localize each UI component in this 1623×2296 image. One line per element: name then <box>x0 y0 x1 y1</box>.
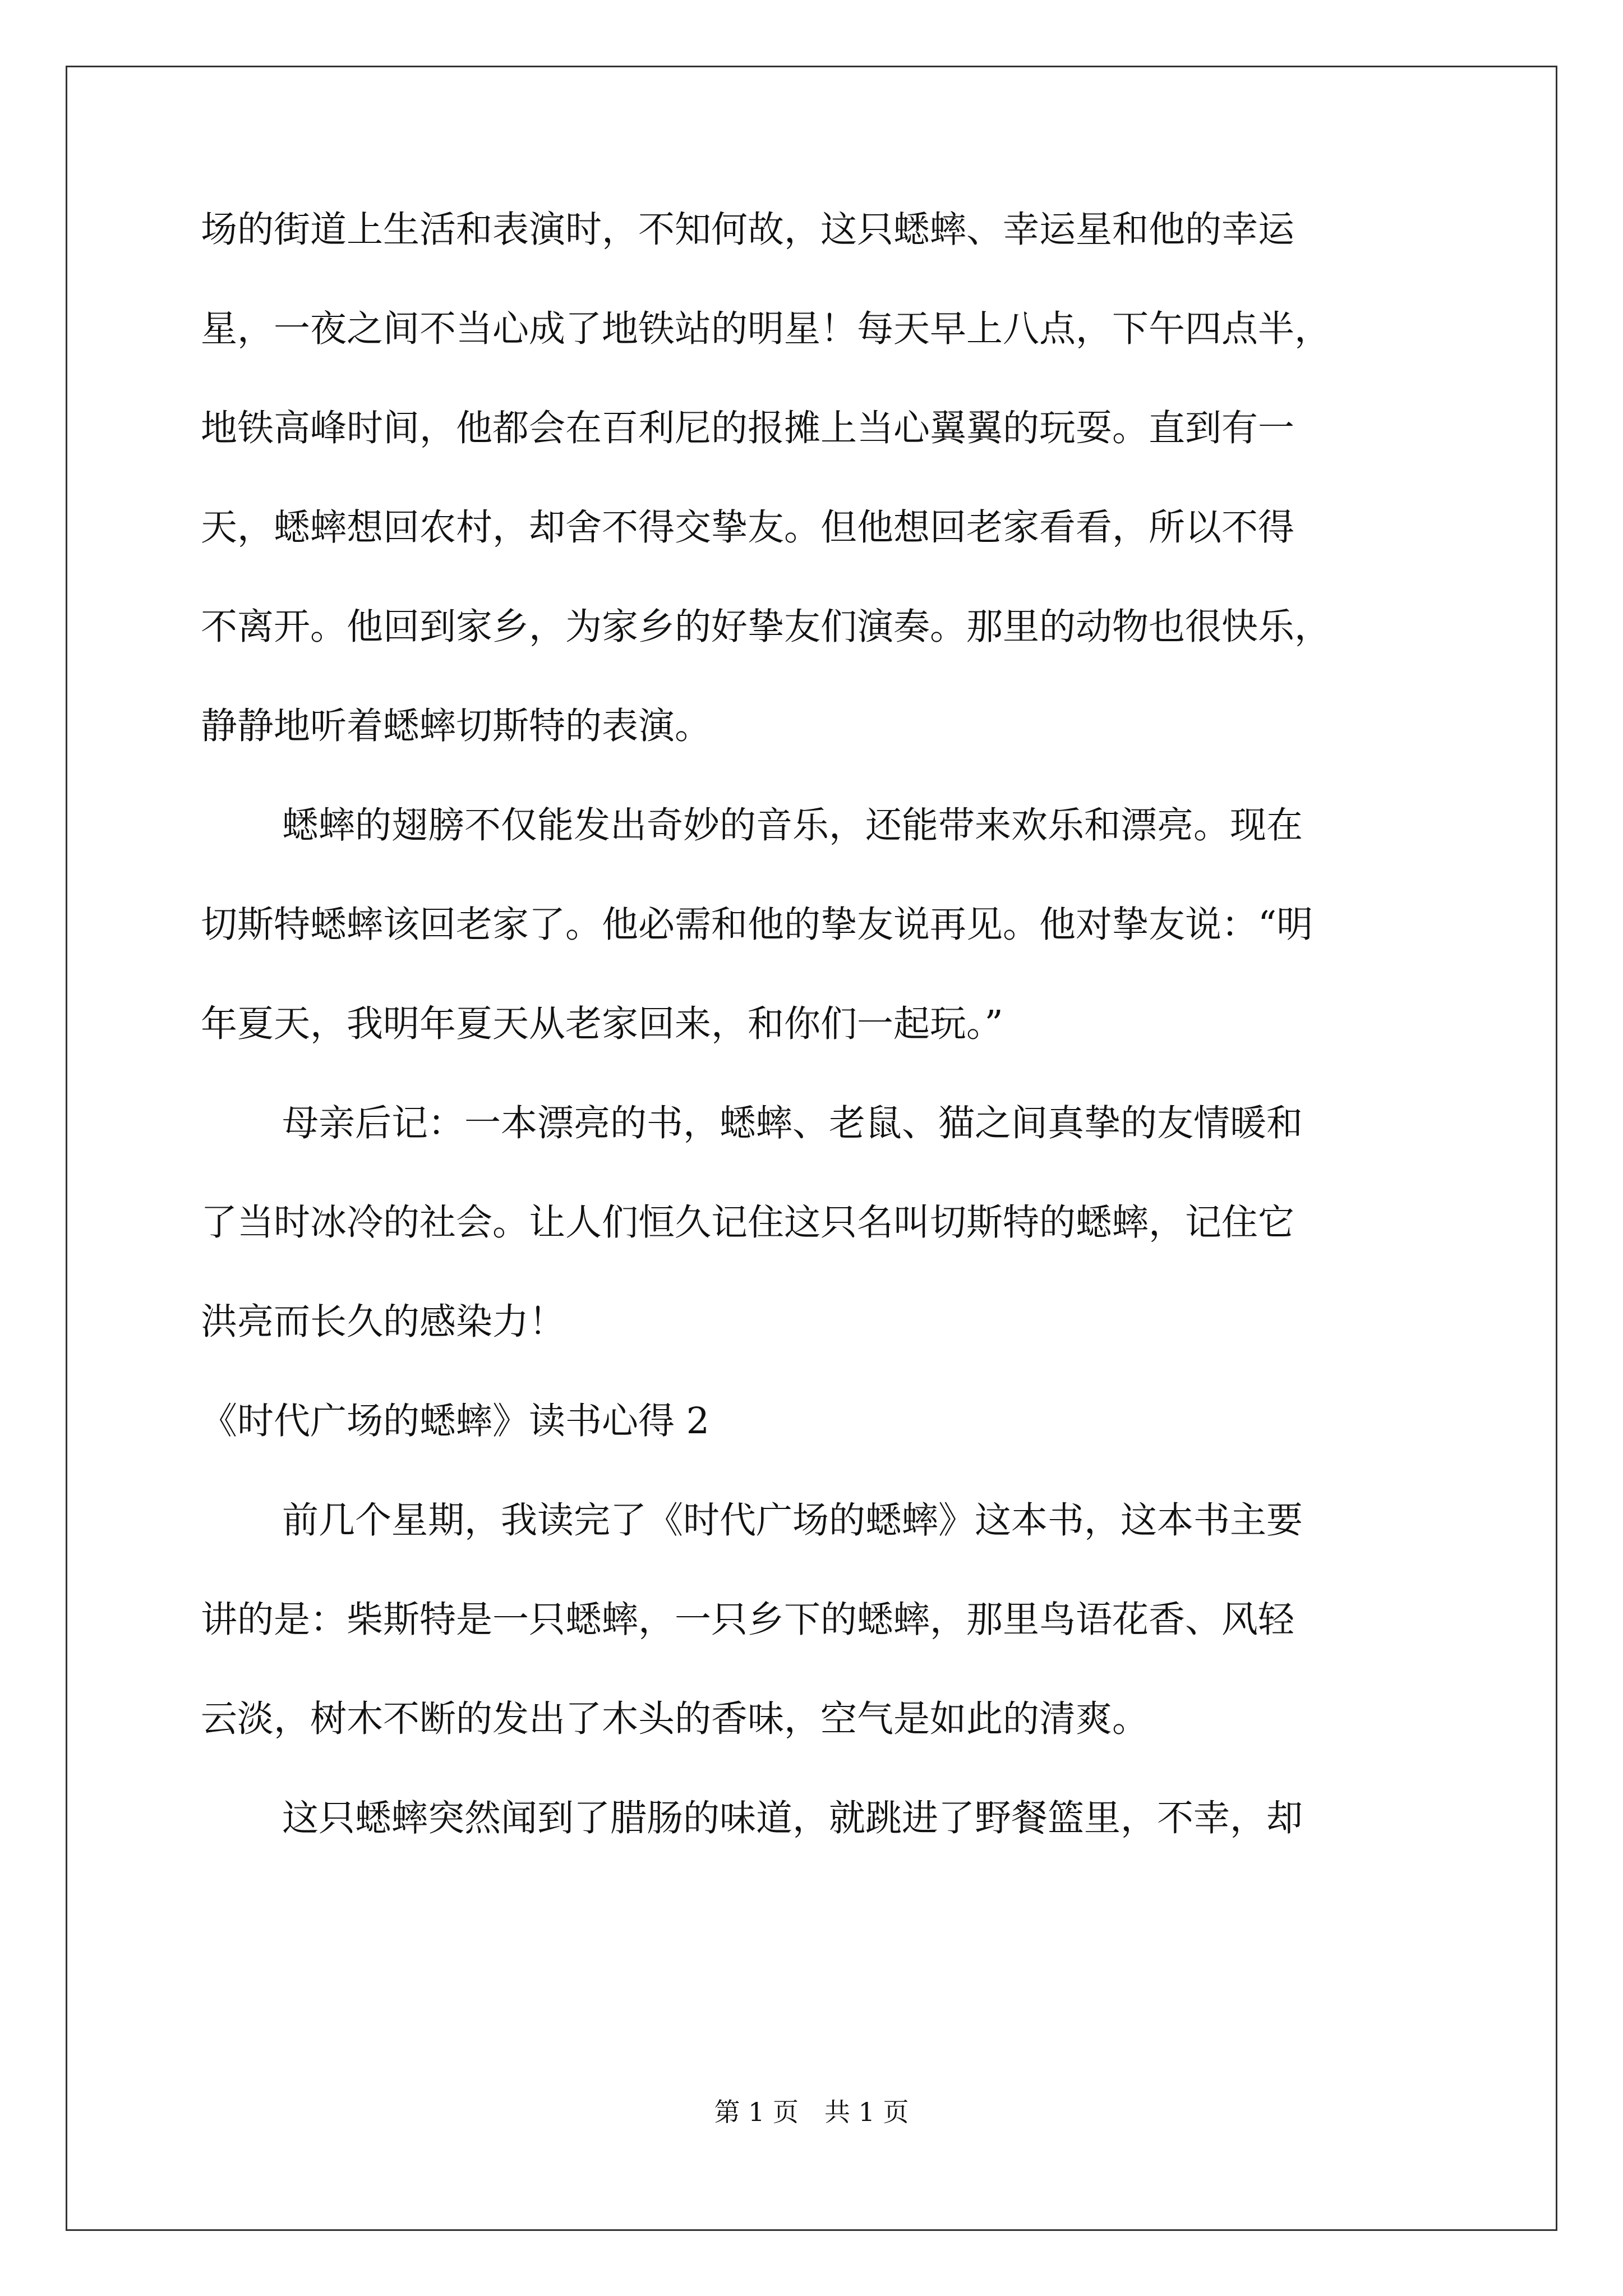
text-line: 洪亮而长久的感染力！ <box>201 1301 566 1343</box>
paragraph-first-line: 这只蟋蟀突然闻到了腊肠的味道，就跳进了野餐篮里，不幸，却 <box>282 1797 1303 1839</box>
text-line: 天，蟋蟀想回农村，却舍不得交挚友。但他想回老家看看，所以不得 <box>201 507 1295 549</box>
paragraph-first-line: 蟋蟀的翅膀不仅能发出奇妙的音乐，还能带来欢乐和漂亮。现在 <box>282 804 1303 846</box>
section-heading: 《时代广场的蟋蟀》读书心得 2 <box>201 1400 710 1442</box>
text-line: 不离开。他回到家乡，为家乡的好挚友们演奏。那里的动物也很快乐， <box>201 606 1331 648</box>
text-line: 静静地听着蟋蟀切斯特的表演。 <box>201 705 712 747</box>
paragraph-first-line: 母亲后记：一本漂亮的书，蟋蟀、老鼠、猫之间真挚的友情暖和 <box>282 1102 1303 1144</box>
page-border <box>66 66 1557 2231</box>
page-number: 第 1 页 <box>714 2097 799 2127</box>
text-line: 地铁高峰时间，他都会在百利尼的报摊上当心翼翼的玩耍。直到有一 <box>201 407 1295 449</box>
text-line: 场的街道上生活和表演时，不知何故，这只蟋蟀、幸运星和他的幸运 <box>201 209 1295 251</box>
paragraph-first-line: 前几个星期，我读完了《时代广场的蟋蟀》这本书，这本书主要 <box>282 1499 1303 1542</box>
text-line: 切斯特蟋蟀该回老家了。他必需和他的挚友说再见。他对挚友说：“明 <box>201 904 1313 946</box>
text-line: 了当时冰冷的社会。让人们恒久记住这只名叫切斯特的蟋蟀，记住它 <box>201 1202 1295 1244</box>
text-line: 星，一夜之间不当心成了地铁站的明星！每天早上八点，下午四点半， <box>201 308 1331 350</box>
page-total: 共 1 页 <box>824 2097 909 2127</box>
page-footer <box>0 2095 1623 2129</box>
text-line: 云淡，树木不断的发出了木头的香味，空气是如此的清爽。 <box>201 1698 1149 1740</box>
text-line: 年夏天，我明年夏天从老家回来，和你们一起玩。” <box>201 1003 1003 1045</box>
text-line: 讲的是：柴斯特是一只蟋蟀，一只乡下的蟋蟀，那里鸟语花香、风轻 <box>201 1599 1295 1641</box>
